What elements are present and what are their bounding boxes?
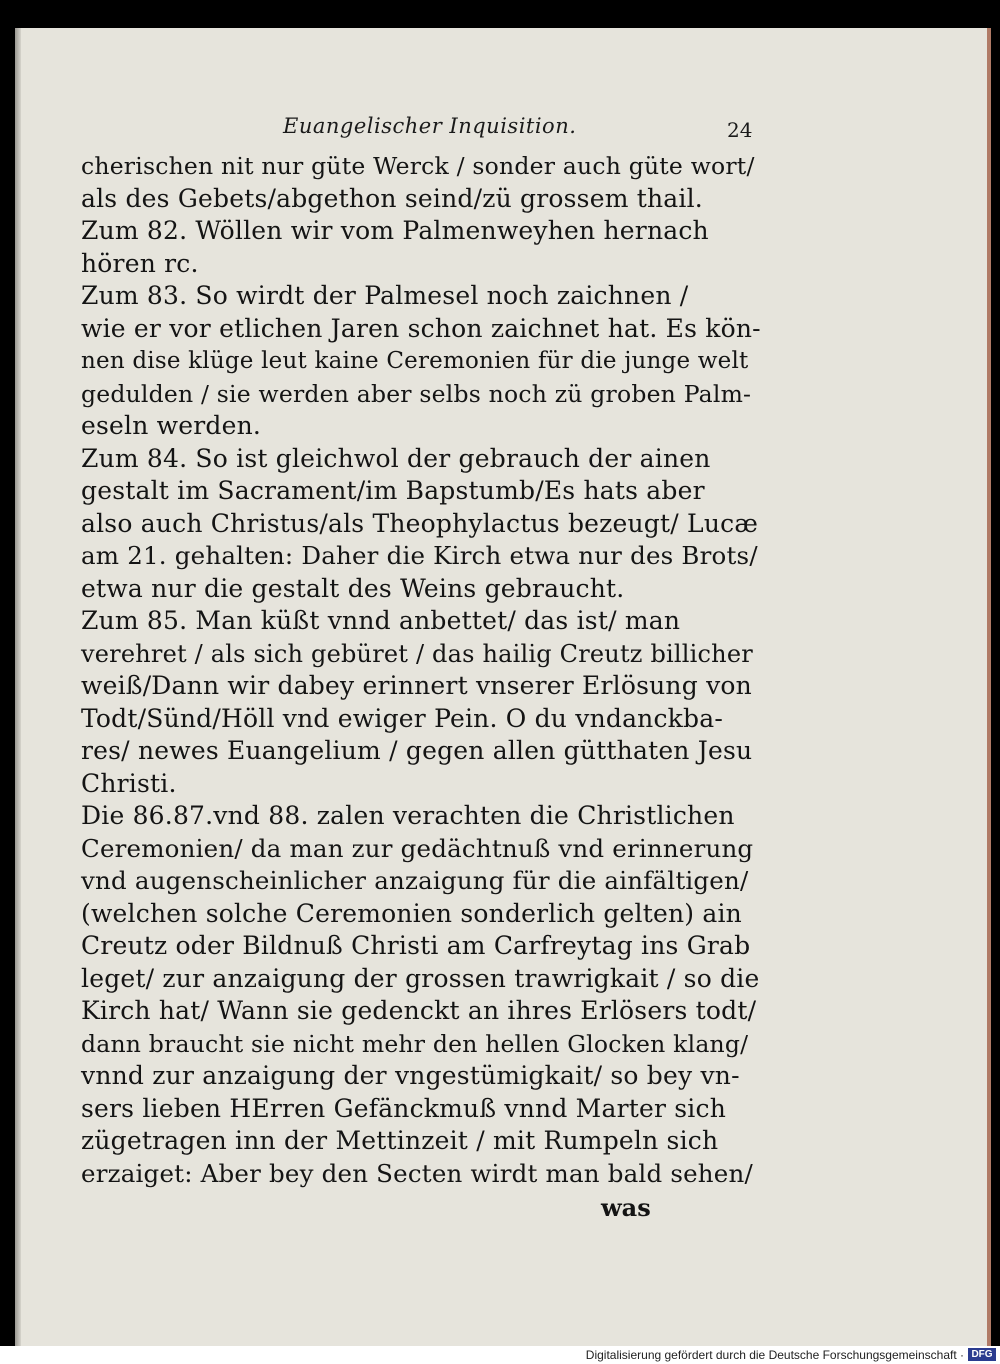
text-line: verehret / als sich gebüret / das hailig Creutz billicher	[81, 639, 753, 668]
text-line: vnnd zur anzaigung der vngestümigkait/ so bey vn-	[81, 1061, 740, 1090]
running-head	[15, 114, 987, 144]
text-line: dann braucht sie nicht mehr den hellen Glocken klang/	[81, 1029, 749, 1058]
text-line: Todt/Sünd/Höll vnd ewiger Pein. O du vndanckba-	[81, 703, 723, 733]
text-line: leget/ zur anzaigung der grossen trawrigkait / so die	[81, 963, 760, 993]
text-line: als des Gebets/abgethon seind/zü grossem thail.	[81, 183, 703, 213]
text-line: Zum 83. So wirdt der Palmesel noch zaichnen /	[81, 281, 689, 310]
text-line: gestalt im Sacrament/im Bapstumb/Es hats aber	[81, 476, 705, 505]
text-line: etwa nur die gestalt des Weins gebraucht.	[81, 573, 625, 603]
text-line: Kirch hat/ Wann sie gedenckt an ihres Erlösers todt/	[81, 996, 757, 1025]
book-page	[15, 28, 991, 1346]
text-line: eseln werden.	[81, 411, 262, 440]
text-line: vnd augenscheinlicher anzaigung für die ainfältigen/	[81, 866, 749, 895]
text-line: cherischen nit nur güte Werck / sonder auch güte wort/	[81, 152, 755, 180]
text-line: Christi.	[81, 768, 177, 798]
text-line: erzaiget: Aber bey den Secten wirdt man bald sehen/	[81, 1158, 753, 1188]
text-line: Zum 84. So ist gleichwol der gebrauch der ainen	[81, 443, 711, 473]
text-line: also auch Christus/als Theophylactus bezeugt/ Lucæ	[81, 508, 759, 538]
text-line: nen dise klüge leut kaine Ceremonien für die junge welt	[81, 348, 749, 374]
text-line: wie er vor etlichen Jaren schon zaichnet hat. Es kön-	[81, 313, 761, 343]
funding-notice: Digitalisierung gefördert durch die Deutsche Forschungsgemeinschaft ·	[585, 1348, 964, 1362]
text-line: Zum 85. Man küßt vnnd anbettet/ das ist/ man	[81, 606, 681, 635]
text-line: res/ newes Euangelium / gegen allen gütthaten Jesu	[81, 736, 753, 765]
text-line: Creutz oder Bildnuß Christi am Carfreytag ins Grab	[81, 931, 751, 960]
text-line: zügetragen inn der Mettinzeit / mit Rumpeln sich	[81, 1126, 719, 1155]
footer-bar	[0, 1346, 1000, 1364]
text-line: Zum 82. Wöllen wir vom Palmenweyhen hernach	[81, 216, 709, 245]
text-line: am 21. gehalten: Daher die Kirch etwa nur des Brots/	[81, 541, 758, 570]
page-number: 24	[727, 118, 753, 142]
text-line: sers lieben HErren Gefänckmuß vnnd Marter sich	[81, 1093, 727, 1123]
dfg-logo: DFG	[968, 1348, 996, 1361]
running-title: Euangelischer Inquisition.	[283, 114, 577, 138]
text-line: Die 86.87.vnd 88. zalen verachten die Christlichen	[81, 801, 735, 830]
text-line: gedulden / sie werden aber selbs noch zü groben Palm-	[81, 379, 752, 408]
catchword: was	[601, 1193, 651, 1222]
text-line: (welchen solche Ceremonien sonderlich gelten) ain	[81, 898, 742, 928]
page-edge	[15, 28, 21, 1346]
body-text	[81, 150, 761, 1190]
text-line: weiß/Dann wir dabey erinnert vnserer Erlösung von	[81, 671, 752, 700]
text-line: Ceremonien/ da man zur gedächtnuß vnd erinnerung	[81, 833, 754, 863]
text-line: hören rc.	[81, 248, 199, 278]
